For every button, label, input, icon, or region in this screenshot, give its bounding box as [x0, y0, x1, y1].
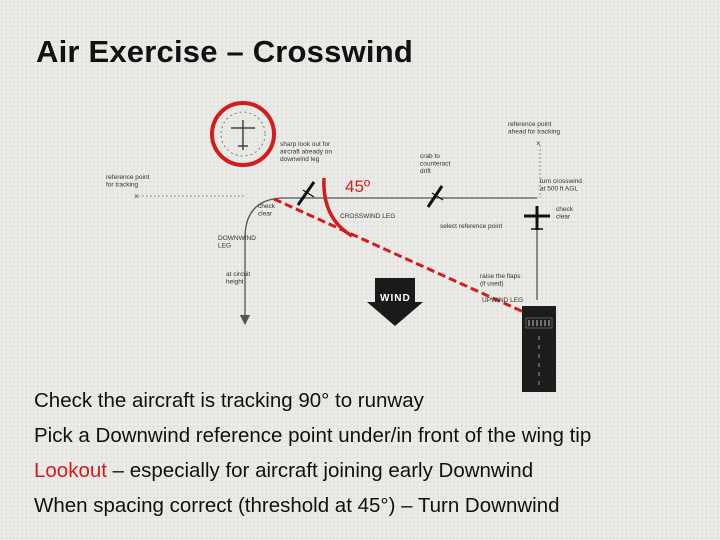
label-line: drift — [420, 168, 431, 175]
label-check-clear-left — [258, 203, 276, 218]
label-line: clear — [258, 210, 273, 218]
label-sharp-lookout — [280, 141, 332, 163]
label-line: check — [556, 206, 573, 213]
label-upwind-leg — [482, 297, 523, 304]
lookout-emphasis: Lookout — [34, 459, 107, 482]
label-line: select reference point — [440, 223, 503, 230]
label-raise-flaps — [480, 273, 521, 288]
label-downwind-leg — [218, 235, 256, 250]
label-line: height — [226, 278, 244, 286]
label-crab-drift — [420, 153, 451, 175]
wind-label: WIND — [380, 293, 411, 304]
bullet-check-tracking: Check the aircraft is tracking 90° to runway — [34, 389, 424, 412]
runway — [522, 306, 556, 392]
tracking-reference-mark: × — [134, 192, 139, 201]
label-select-reference — [440, 223, 502, 230]
label-crosswind-leg — [340, 213, 395, 220]
label-line: DOWNWIND — [218, 235, 256, 242]
label-line: raise the flaps — [480, 273, 521, 280]
angle-label: 45º — [345, 177, 371, 196]
label-line: for tracking — [106, 181, 139, 189]
top-reference-mark: × — [536, 139, 541, 148]
label-reference-tracking — [106, 174, 150, 189]
lookout-rest: – especially for aircraft joining early Downwind — [106, 459, 534, 482]
label-line: ahead for tracking — [508, 128, 561, 136]
crosswind-aircraft-2-icon — [428, 186, 443, 207]
label-line: clear — [556, 213, 571, 221]
label-line: sharp look out for — [280, 141, 331, 148]
label-line: UPWIND LEG — [482, 297, 524, 304]
label-line: reference point — [508, 121, 552, 128]
downwind-aircraft-icon — [231, 120, 255, 150]
label-line: aircraft already on — [280, 148, 333, 156]
bullet-list — [34, 383, 591, 523]
label-line: at 500 ft AGL — [540, 185, 578, 193]
label-line: reference point — [106, 174, 150, 181]
label-reference-ahead — [508, 121, 560, 136]
label-line: check — [258, 203, 275, 210]
label-line: (if used) — [480, 280, 504, 288]
crosswind-aircraft-1-icon — [298, 182, 314, 205]
label-line: downwind leg — [280, 156, 320, 163]
bullet-turn-downwind: When spacing correct (threshold at 45°) – Turn Downwind — [34, 494, 560, 517]
label-line: crab to — [420, 153, 440, 160]
label-line: CROSSWIND LEG — [340, 213, 396, 220]
label-line: LEG — [218, 242, 232, 250]
turn-aircraft-icon — [524, 206, 550, 230]
slide-title: Air Exercise – Crosswind — [36, 34, 413, 69]
label-turn-crosswind — [540, 178, 582, 193]
bullet-lookout — [34, 453, 591, 488]
label-check-clear-right — [556, 206, 574, 221]
label-circuit-height — [226, 271, 250, 286]
bullet-downwind-reference: Pick a Downwind reference point under/in front of the wing tip — [34, 424, 592, 447]
label-line: turn crosswind — [540, 178, 582, 185]
label-line: at circuit — [226, 271, 251, 278]
label-line: counteract — [420, 160, 451, 168]
